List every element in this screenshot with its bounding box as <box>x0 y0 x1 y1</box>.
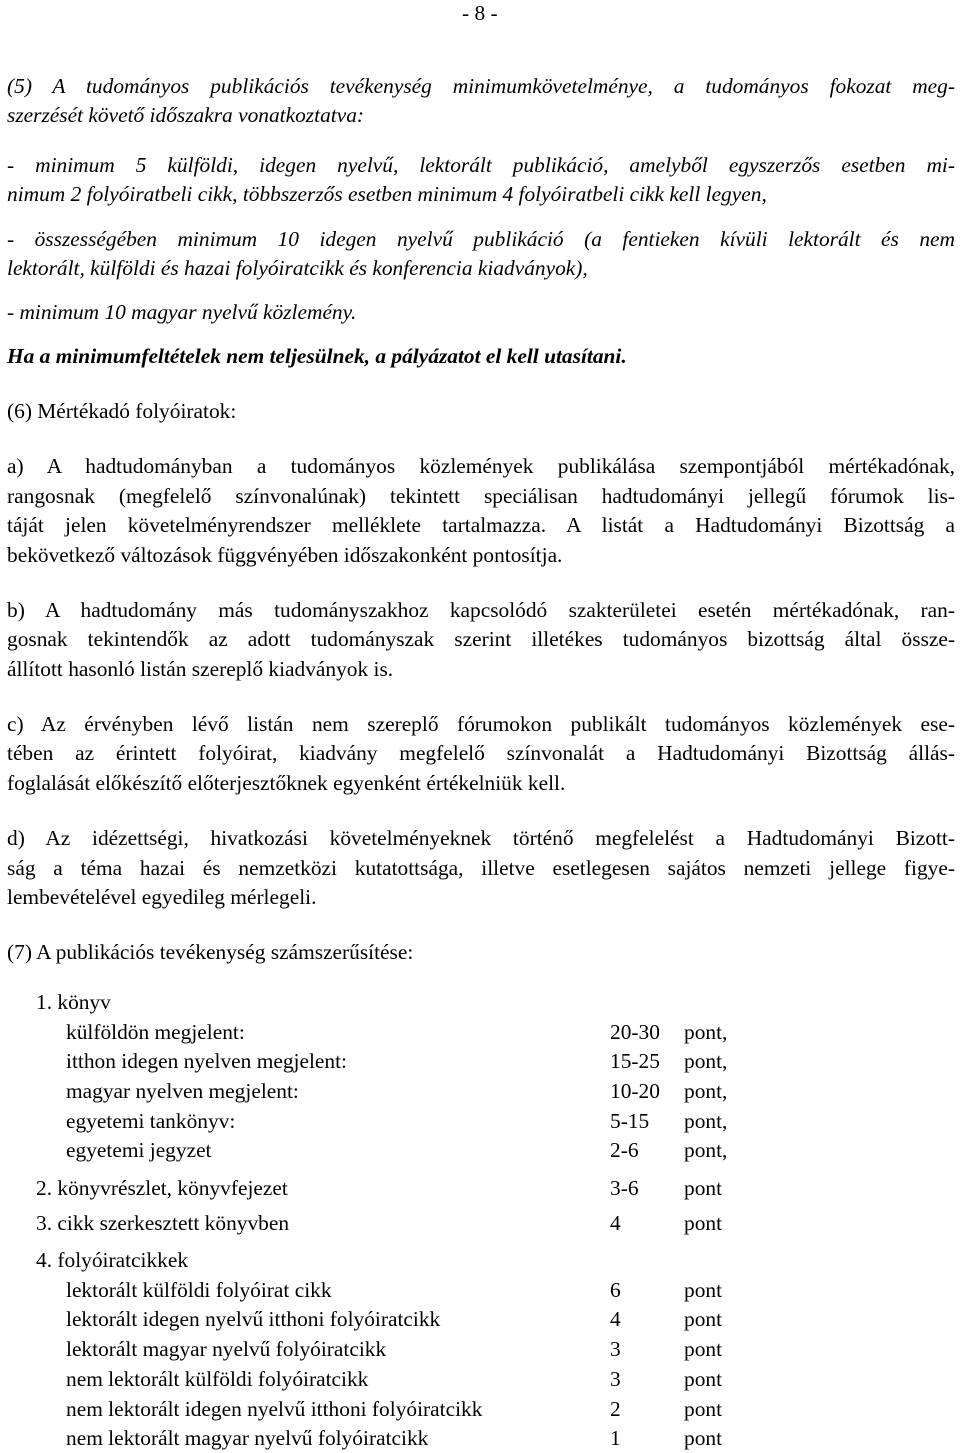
sec7-title: (7) A publikációs tevékenység számszerűsítése: <box>7 940 414 964</box>
sec6-d-line2: ság a téma hazai és nemzetközi kutatottsága, illetve esetlegesen sajátos nemzeti jellege figye- <box>7 856 955 880</box>
score-row-points: 5-15 <box>610 1109 650 1133</box>
score-row-unit: pont, <box>684 1138 728 1162</box>
score-cat2-points: 3-6 <box>610 1176 639 1200</box>
score-row-unit: pont, <box>684 1109 728 1133</box>
sec5-item1-line2: nimum 2 folyóiratbeli cikk, többszerzős esetben minimum 4 folyóiratbeli cikk kell legyen, <box>7 182 767 206</box>
score-row-unit: pont <box>684 1278 723 1302</box>
sec5-item2-line1: - összességében minimum 10 idegen nyelvű publikáció (a fentieken kívüli lektorált és nem <box>7 227 955 251</box>
score-row-name: itthon idegen nyelven megjelent: <box>66 1049 347 1073</box>
score-cat2-unit: pont <box>684 1176 723 1200</box>
sec6-a-line3: táját jelen követelményrendszer melléklete tartalmazza. A listát a Hadtudományi Bizottság a <box>7 513 955 537</box>
sec6-a-line1: a) A hadtudományban a tudományos közlemények publikálása szempontjából mértékadónak, <box>7 454 955 478</box>
sec6-b-line1: b) A hadtudomány más tudományszakhoz kapcsolódó szakterületei esetén mértékadónak, ran- <box>7 598 955 622</box>
sec6-b-line3: állított hasonló listán szereplő kiadványok is. <box>7 657 394 681</box>
score-row-points: 3 <box>610 1337 621 1361</box>
sec6-d-line3: lembevételével egyedileg mérlegeli. <box>7 885 317 909</box>
sec6-d-line1: d) Az idézettségi, hivatkozási követelményeknek történő megfelelést a Hadtudományi Bizott- <box>7 826 955 850</box>
score-cat3-label: 3. cikk szerkesztett könyvben <box>36 1211 290 1235</box>
sec5-intro-line1: (5) A tudományos publikációs tevékenység minimumkövetelménye, a tudományos fokozat meg- <box>7 74 955 98</box>
score-cat2-label: 2. könyvrészlet, könyvfejezet <box>36 1176 288 1200</box>
score-row-points: 3 <box>610 1367 621 1391</box>
score-row-unit: pont <box>684 1337 723 1361</box>
score-row-name: nem lektorált magyar nyelvű folyóiratcikk <box>66 1426 429 1450</box>
score-row-points: 2-6 <box>610 1138 639 1162</box>
score-row-unit: pont <box>684 1367 723 1391</box>
score-row-points: 2 <box>610 1397 621 1421</box>
sec6-title: (6) Mértékadó folyóiratok: <box>7 399 237 423</box>
score-row-name: lektorált külföldi folyóirat cikk <box>66 1278 332 1302</box>
score-row-points: 6 <box>610 1278 621 1302</box>
score-row-unit: pont <box>684 1426 723 1450</box>
score-row-name: nem lektorált idegen nyelvű itthoni folyóiratcikk <box>66 1397 483 1421</box>
score-row-name: nem lektorált külföldi folyóiratcikk <box>66 1367 369 1391</box>
score-row-points: 4 <box>610 1307 621 1331</box>
score-cat3-points: 4 <box>610 1211 621 1235</box>
score-row-unit: pont, <box>684 1049 728 1073</box>
score-row-points: 1 <box>610 1426 621 1450</box>
score-row-unit: pont <box>684 1307 723 1331</box>
score-row-points: 10-20 <box>610 1079 660 1103</box>
score-cat4-label: 4. folyóiratcikkek <box>36 1248 189 1272</box>
score-row-unit: pont, <box>684 1020 728 1044</box>
score-row-name: egyetemi jegyzet <box>66 1138 212 1162</box>
score-row-points: 15-25 <box>610 1049 660 1073</box>
sec6-b-line2: gosnak tekintendők az adott tudományszak szerint illetékes tudományos bizottság által össze- <box>7 627 955 651</box>
score-row-unit: pont <box>684 1397 723 1421</box>
sec5-item2-line2: lektorált, külföldi és hazai folyóiratcikk és konferencia kiadványok), <box>7 256 588 280</box>
sec6-a-line2: rangosnak (megfelelő színvonalúnak) tekintett speciálisan hadtudományi jellegű fórumok lis- <box>7 484 955 508</box>
sec5-intro-line2: szerzését követő időszakra vonatkoztatva: <box>7 103 365 127</box>
score-row-name: külföldön megjelent: <box>66 1020 245 1044</box>
score-row-name: magyar nyelven megjelent: <box>66 1079 299 1103</box>
sec6-a-line4: bekövetkező változások függvényében időszakonként pontosítja. <box>7 543 563 567</box>
sec5-item3: - minimum 10 magyar nyelvű közlemény. <box>7 300 357 324</box>
score-row-unit: pont, <box>684 1079 728 1103</box>
score-cat3-unit: pont <box>684 1211 723 1235</box>
score-row-name: lektorált magyar nyelvű folyóiratcikk <box>66 1337 387 1361</box>
sec6-c-line2: tében az érintett folyóirat, kiadvány megfelelő színvonalát a Hadtudományi Bizottság állás- <box>7 741 955 765</box>
sec5-item1-line1: - minimum 5 külföldi, idegen nyelvű, lektorált publikáció, amelyből egyszerzős esetben mi- <box>7 153 955 177</box>
score-row-name: lektorált idegen nyelvű itthoni folyóiratcikk <box>66 1307 441 1331</box>
sec6-c-line3: foglalását előkészítő előterjesztőknek egyenként értékelniük kell. <box>7 771 566 795</box>
sec5-bold-note: Ha a minimumfeltételek nem teljesülnek, a pályázatot el kell utasítani. <box>7 344 627 368</box>
score-row-points: 20-30 <box>610 1020 660 1044</box>
sec6-c-line1: c) Az érvényben lévő listán nem szereplő fórumokon publikált tudományos közlemények ese- <box>7 712 955 736</box>
score-cat1-label: 1. könyv <box>36 990 111 1014</box>
score-row-name: egyetemi tankönyv: <box>66 1109 236 1133</box>
